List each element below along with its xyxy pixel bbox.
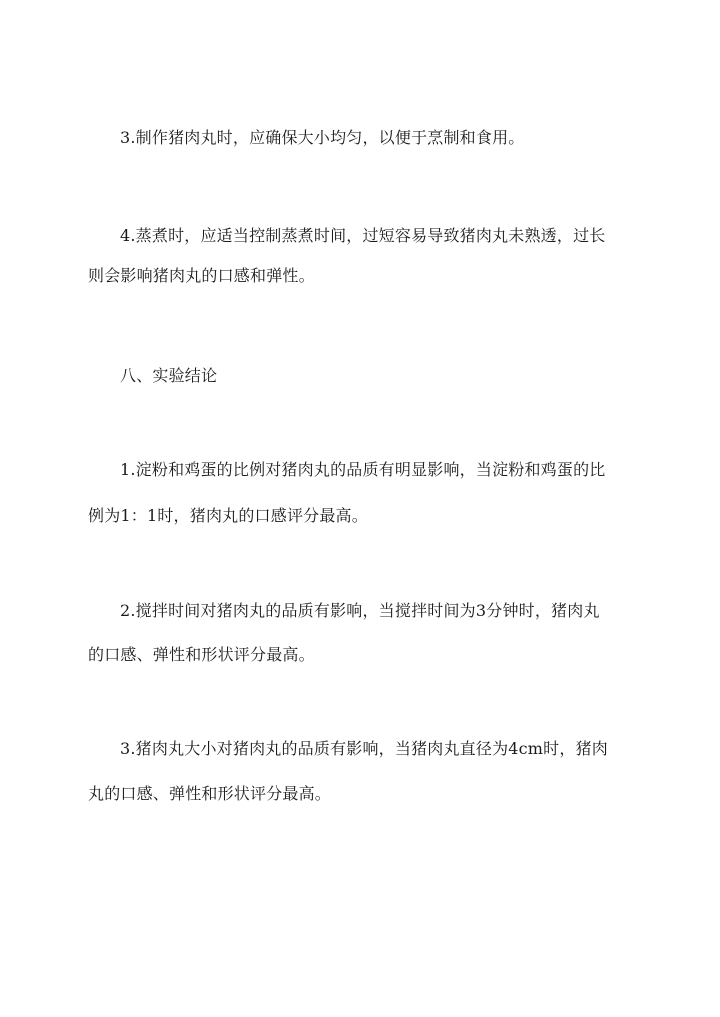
paragraph-line: 丸的口感、弹性和形状评分最高。	[88, 784, 332, 803]
paragraph-line: 则会影响猪肉丸的口感和弹性。	[88, 266, 315, 285]
section-heading: 八、实验结论	[120, 366, 218, 385]
paragraph-line: 1.淀粉和鸡蛋的比例对猪肉丸的品质有明显影响，当淀粉和鸡蛋的比	[120, 460, 606, 479]
paragraph-line: 3.制作猪肉丸时，应确保大小均匀，以便于烹制和食用。	[120, 128, 525, 147]
paragraph-line: 4.蒸煮时，应适当控制蒸煮时间，过短容易导致猪肉丸未熟透，过长	[120, 226, 606, 245]
paragraph-line: 例为1：1时，猪肉丸的口感评分最高。	[88, 506, 368, 525]
paragraph-line: 3.猪肉丸大小对猪肉丸的品质有影响，当猪肉丸直径为4cm时，猪肉	[120, 739, 608, 758]
paragraph-line: 2.搅拌时间对猪肉丸的品质有影响，当搅拌时间为3分钟时，猪肉丸	[120, 601, 600, 620]
paragraph-line: 的口感、弹性和形状评分最高。	[88, 645, 315, 664]
